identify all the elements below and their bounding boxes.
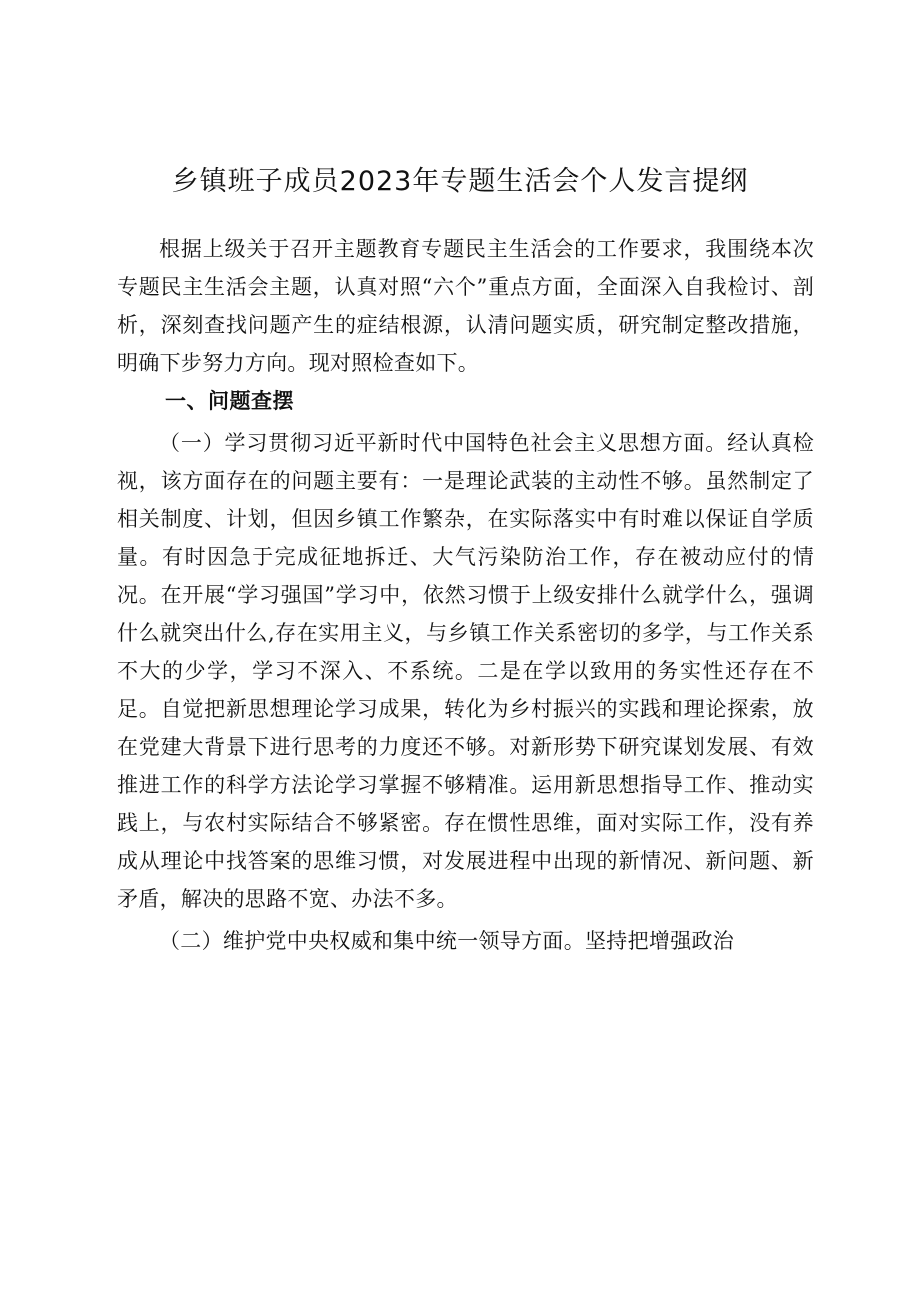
document-title: 乡镇班子成员2023年专题生活会个人发言提纲 <box>171 166 749 197</box>
document-body <box>117 230 814 960</box>
section-heading-problems: 一、问题查摆 <box>165 389 294 413</box>
problem-item-2-paragraph: （二）维护党中央权威和集中统一领导方面。坚持把增强政治 <box>159 929 735 953</box>
intro-paragraph: 根据上级关于召开主题教育专题民主生活会的工作要求，我围绕本次专题民主生活会主题，认真对照“六个”重点方面，全面深入自我检讨、剖析，深刻查找问题产生的症结根源，认清问题实质，研究制定整改措施，明确下步努力方向。现对照检查如下。 <box>117 237 814 375</box>
problem-item-1-paragraph: （一）学习贯彻习近平新时代中国特色社会主义思想方面。经认真检视，该方面存在的问题主要有：一是理论武装的主动性不够。虽然制定了相关制度、计划，但因乡镇工作繁杂，在实际落实中有时难以保证自学质量。有时因急于完成征地拆迁、大气污染防治工作，存在被动应付的情况。在开展“学习强国”学习中，依然习惯于上级安排什么就学什么，强调什么就突出什么,存在实用主义，与乡镇工作关系密切的多学，与工作关系不大的少学，学习不深入、不系统。二是在学以致用的务实性还存在不足。自觉把新思想理论学习成果，转化为乡村振兴的实践和理论探索，放在党建大背景下进行思考的力度还不够。对新形势下研究谋划发展、有效推进工作的科学方法论学习掌握不够精准。运用新思想指导工作、推动实践上，与农村实际结合不够紧密。存在惯性思维，面对实际工作，没有养成从理论中找答案的思维习惯，对发展进程中出现的新情况、新问题、新矛盾，解决的思路不宽、办法不多。 <box>117 431 814 911</box>
